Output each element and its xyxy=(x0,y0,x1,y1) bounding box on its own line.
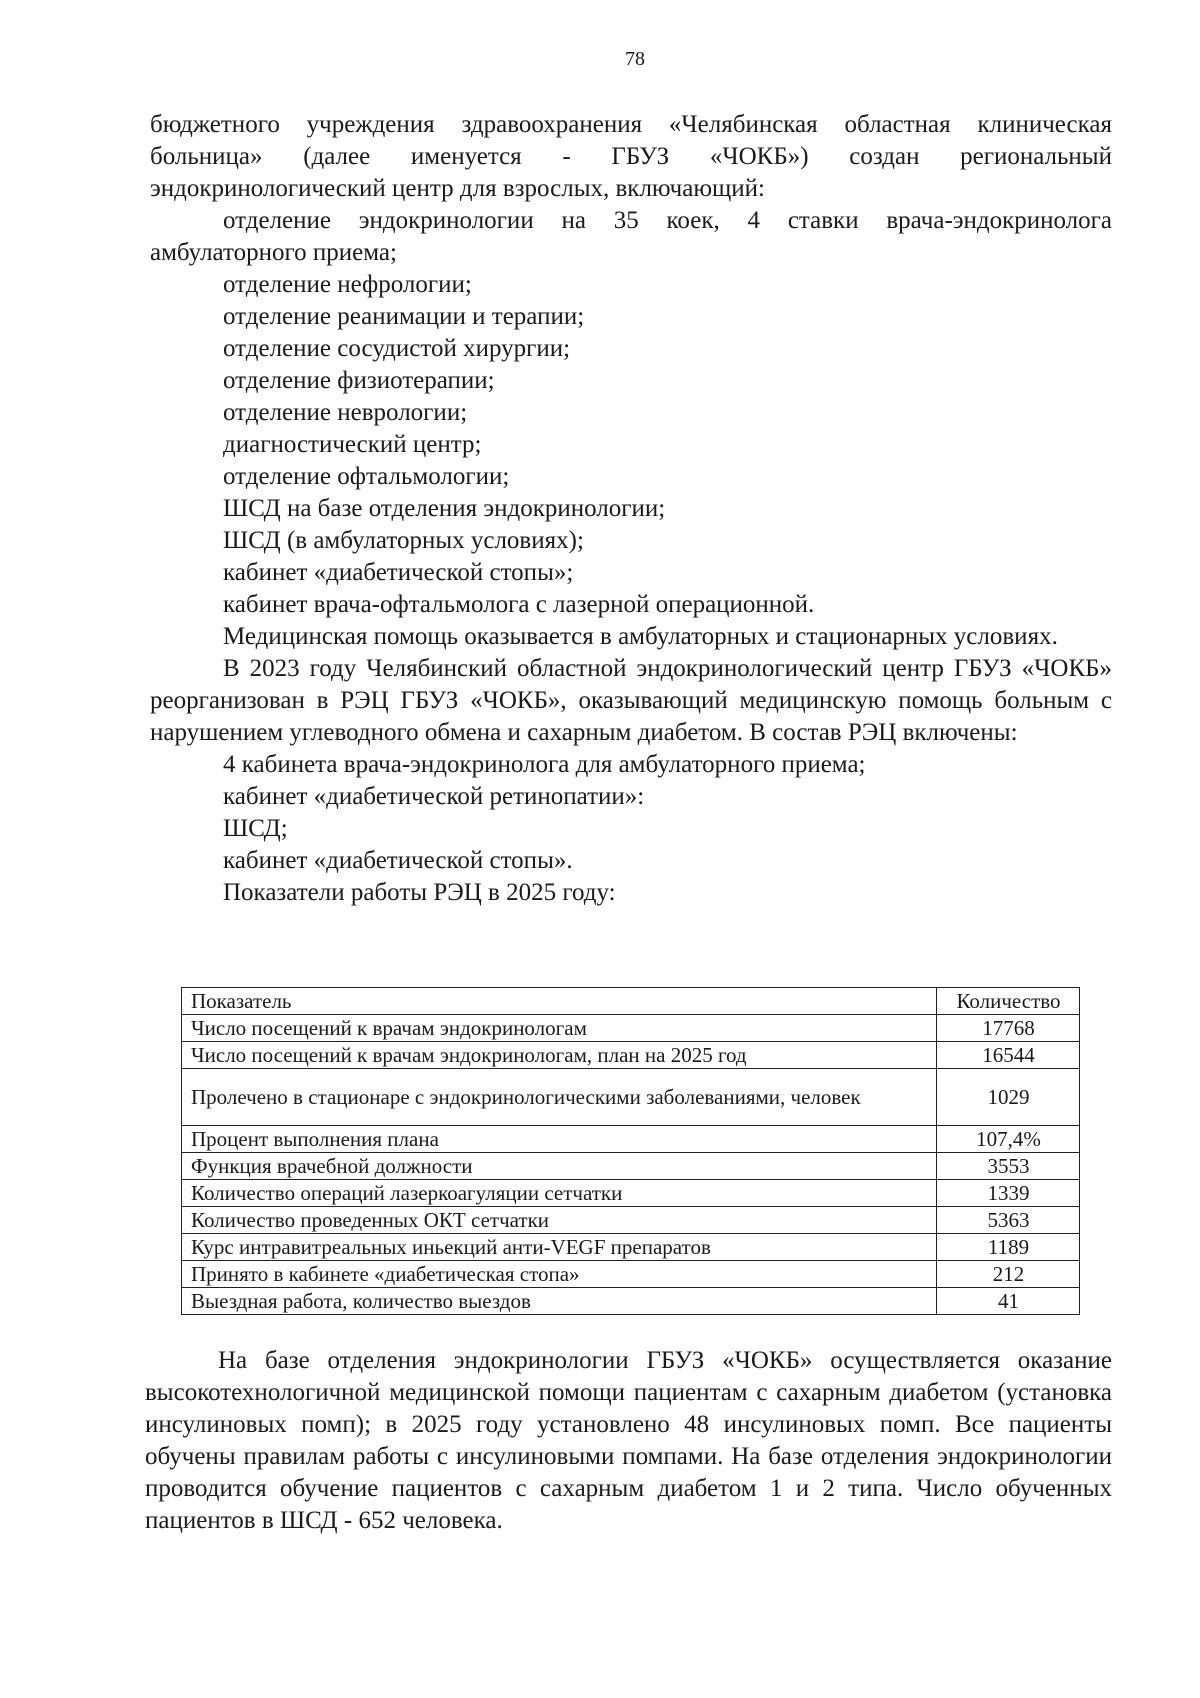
care-paragraph: Медицинская помощь оказывается в амбулаторных и стационарных условиях. xyxy=(223,623,1058,650)
row-value: 3553 xyxy=(937,1153,1080,1180)
list-item: кабинет врача-офтальмолога с лазерной операционной. xyxy=(223,591,815,618)
table-row xyxy=(182,1015,1080,1042)
row-label: Процент выполнения плана xyxy=(182,1126,937,1153)
row-value: 212 xyxy=(937,1261,1080,1288)
list-item: отделение неврологии; xyxy=(223,399,468,426)
row-value: 16544 xyxy=(937,1042,1080,1069)
page-number: 78 xyxy=(625,48,645,70)
table-row xyxy=(182,1261,1080,1288)
closing-paragraph: На базе отделения эндокринологии ГБУЗ «ЧОКБ» осуществляется оказание высокотехнологичной медицинской помощи пациентам с сахарным диабетом (установка инсулиновых помп); в 2025 году установлено 48 инсулиновых помп. Все пациенты обучены правилам работы с инсулиновыми помпами. На базе отделения эндокринологии проводится обучение пациентов с сахарным диабетом 1 и 2 типа. Число обученных пациентов в ШСД - 652 человека. xyxy=(145,1347,1112,1534)
list-item: ШСД (в амбулаторных условиях); xyxy=(223,527,584,554)
table-header-row xyxy=(182,988,1080,1015)
row-value: 17768 xyxy=(937,1015,1080,1042)
list-item: отделение офтальмологии; xyxy=(223,463,510,490)
list-item: отделение физиотерапии; xyxy=(223,367,495,394)
row-value: 1029 xyxy=(937,1069,1080,1126)
row-label: Курс интравитреальных иньекций анти-VEGF препаратов xyxy=(182,1234,937,1261)
table-row xyxy=(182,1042,1080,1069)
row-value: 107,4% xyxy=(937,1126,1080,1153)
table-row xyxy=(182,1207,1080,1234)
list-item: кабинет «диабетической ретинопатии»: xyxy=(223,783,645,810)
row-label: Количество операций лазеркоагуляции сетчатки xyxy=(182,1180,937,1207)
row-value: 41 xyxy=(937,1288,1080,1315)
intro-section xyxy=(150,109,1112,909)
reorganization-list xyxy=(150,749,1112,877)
table-caption: Показатели работы РЭЦ в 2025 году: xyxy=(223,879,616,906)
list-item: отделение реанимации и терапии; xyxy=(223,303,585,330)
table-row xyxy=(182,1126,1080,1153)
table-row xyxy=(182,1288,1080,1315)
intro-list xyxy=(150,269,1112,621)
list-item: кабинет «диабетической стопы»; xyxy=(223,559,574,586)
table-row xyxy=(182,1234,1080,1261)
row-label: Число посещений к врачам эндокринологам, план на 2025 год xyxy=(182,1042,937,1069)
row-label: Пролечено в стационаре с эндокринологическими заболеваниями, человек xyxy=(182,1069,937,1126)
intro-first-item: отделение эндокринологии на 35 коек, 4 ставки врача-эндокринолога амбулаторного приема; xyxy=(150,207,1112,266)
header-indicator: Показатель xyxy=(182,988,937,1015)
table-row xyxy=(182,1069,1080,1126)
list-item: отделение сосудистой хирургии; xyxy=(223,335,571,362)
reorganization-paragraph: В 2023 году Челябинский областной эндокринологический центр ГБУЗ «ЧОКБ» реорганизован в РЭЦ ГБУЗ «ЧОКБ», оказывающий медицинскую помощь больным с нарушением углеводного обмена и сахарным диабетом. В состав РЭЦ включены: xyxy=(150,655,1112,746)
row-label: Выездная работа, количество выездов xyxy=(182,1288,937,1315)
closing-section xyxy=(145,1345,1112,1537)
list-item: ШСД на базе отделения эндокринологии; xyxy=(223,495,666,522)
list-item: отделение нефрологии; xyxy=(223,271,472,298)
row-label: Функция врачебной должности xyxy=(182,1153,937,1180)
list-item: кабинет «диабетической стопы». xyxy=(223,847,573,874)
table-row xyxy=(182,1153,1080,1180)
header-quantity: Количество xyxy=(937,988,1080,1015)
table-row xyxy=(182,1180,1080,1207)
row-value: 1189 xyxy=(937,1234,1080,1261)
row-label: Число посещений к врачам эндокринологам xyxy=(182,1015,937,1042)
list-item: ШСД; xyxy=(223,815,288,842)
row-value: 1339 xyxy=(937,1180,1080,1207)
indicators-table xyxy=(181,987,1080,1315)
row-label: Количество проведенных ОКТ сетчатки xyxy=(182,1207,937,1234)
list-item: диагностический центр; xyxy=(223,431,482,458)
list-item: 4 кабинета врача-эндокринолога для амбулаторного приема; xyxy=(223,751,866,778)
row-value: 5363 xyxy=(937,1207,1080,1234)
intro-paragraph: бюджетного учреждения здравоохранения «Челябинская областная клиническая больница» (далее именуется - ГБУЗ «ЧОКБ») создан региональный эндокринологический центр для взрослых, включающий: xyxy=(150,111,1112,202)
row-label: Принято в кабинете «диабетическая стопа» xyxy=(182,1261,937,1288)
